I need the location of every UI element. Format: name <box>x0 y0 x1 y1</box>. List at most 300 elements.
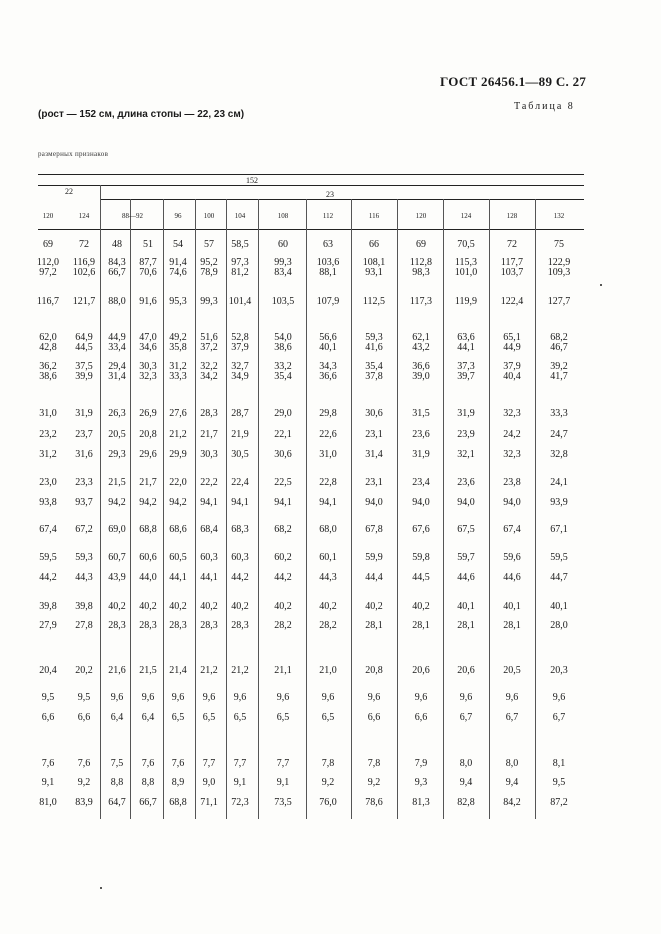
table-cell: 37,9 40,4 <box>503 361 521 382</box>
table-cell: 94,1 <box>319 497 337 508</box>
table-cell: 68,8 <box>139 524 157 535</box>
table-cell: 22,0 <box>169 477 187 488</box>
table-cell: 68,4 <box>200 524 218 535</box>
table-cell: 23,9 <box>457 429 475 440</box>
table-cell: 35,4 37,8 <box>365 361 383 382</box>
table-cell: 27,6 <box>169 408 187 419</box>
table-cell: 94,0 <box>457 497 475 508</box>
table-cell: 28,3 <box>200 620 218 631</box>
table-cell: 9,6 <box>367 692 381 703</box>
table-cell: 28,3 <box>231 620 249 631</box>
table-cell: 70,5 <box>457 239 475 250</box>
table-cell: 20,3 <box>550 665 568 676</box>
table-rule <box>100 199 584 200</box>
table-cell: 67,6 <box>412 524 430 535</box>
table-cell: 72 <box>79 239 89 250</box>
table-cell: 64,7 <box>108 797 126 808</box>
table-cell: 56,6 40,1 <box>319 332 337 353</box>
table-cell: 23,0 <box>39 477 57 488</box>
table-cell: 40,2 <box>365 601 383 612</box>
table-cell: 7,7 <box>276 758 290 769</box>
table-rule <box>38 174 584 175</box>
table-cell: 63 <box>323 239 333 250</box>
table-cell: 9,6 <box>505 692 519 703</box>
table-cell: 67,4 <box>39 524 57 535</box>
table-cell: 59,9 <box>365 552 383 563</box>
table-cell: 31,9 <box>412 449 430 460</box>
table-cell: 63,6 44,1 <box>457 332 475 353</box>
table-cell: 22,1 <box>274 429 292 440</box>
table-cell: 6,5 <box>321 712 335 723</box>
table-cell: 40,1 <box>457 601 475 612</box>
table-cell: 22,6 <box>319 429 337 440</box>
table-cell: 33,2 35,4 <box>274 361 292 382</box>
table-cell: 21,2 <box>231 665 249 676</box>
table-column-divider <box>130 199 131 819</box>
table-cell: 83,9 <box>75 797 93 808</box>
table-cell: 39,8 <box>75 601 93 612</box>
table-cell: 67,4 <box>503 524 521 535</box>
table-cell: 58,5 <box>231 239 249 250</box>
table-cell: 9,6 <box>141 692 155 703</box>
table-cell: 84,2 <box>503 797 521 808</box>
table-cell: 75 <box>554 239 564 250</box>
table-cell: 81,3 <box>412 797 430 808</box>
table-cell: 59,3 41,6 <box>365 332 383 353</box>
table-cell: 122,9 109,3 <box>547 257 571 278</box>
table-cell: 20,2 <box>75 665 93 676</box>
table-cell: 40,2 <box>139 601 157 612</box>
table-cell: 64,9 44,5 <box>75 332 93 353</box>
table-cell: 60,6 <box>139 552 157 563</box>
table-cell: 6,6 <box>41 712 55 723</box>
table-cell: 28,2 <box>319 620 337 631</box>
table-cell: 108,1 93,1 <box>362 257 386 278</box>
table-cell: 103,6 88,1 <box>316 257 340 278</box>
table-column-divider <box>100 199 101 819</box>
table-cell: 44,9 33,4 <box>108 332 126 353</box>
table-cell: 44,3 <box>319 572 337 583</box>
table-cell: 9,6 <box>110 692 124 703</box>
table-column-divider <box>163 199 164 819</box>
table-cell: 7,6 <box>171 758 185 769</box>
table-cell: 29,3 <box>108 449 126 460</box>
table-cell: 29,0 <box>274 408 292 419</box>
table-cell: 62,1 43,2 <box>412 332 430 353</box>
table-cell: 23,6 <box>412 429 430 440</box>
table-cell: 68,3 <box>231 524 249 535</box>
table-cell: 9,6 <box>552 692 566 703</box>
table-cell: 9,3 <box>414 777 428 788</box>
table-cell: 21,5 <box>108 477 126 488</box>
table-cell: 31,9 <box>75 408 93 419</box>
table-cell: 87,2 <box>550 797 568 808</box>
table-column-divider <box>306 199 307 819</box>
table-cell: 20,6 <box>457 665 475 676</box>
table-cell: 60 <box>278 239 288 250</box>
table-cell: 44,6 <box>503 572 521 583</box>
table-cell: 32,3 <box>503 449 521 460</box>
table-cell: 9,6 <box>233 692 247 703</box>
table-cell: 21,7 <box>139 477 157 488</box>
table-cell: 99,3 83,4 <box>274 257 292 278</box>
table-cell: 68,8 <box>169 797 187 808</box>
table-cell: 44,0 <box>139 572 157 583</box>
table-cell: 9,4 <box>459 777 473 788</box>
table-cell: 20,6 <box>412 665 430 676</box>
table-cell: 40,2 <box>274 601 292 612</box>
table-cell: 21,1 <box>274 665 292 676</box>
table-cell: 20,5 <box>108 429 126 440</box>
table-cell: 44,7 <box>550 572 568 583</box>
table-cell: 8,0 <box>505 758 519 769</box>
table-cell: 31,0 <box>319 449 337 460</box>
table-cell: 7,8 <box>367 758 381 769</box>
table-cell: 117,7 103,7 <box>500 257 524 278</box>
table-cell: 91,6 <box>139 296 157 307</box>
table-cell: 7,7 <box>233 758 247 769</box>
table-cell: 9,6 <box>459 692 473 703</box>
table-cell: 23,2 <box>39 429 57 440</box>
table-cell: 95,3 <box>169 296 187 307</box>
table-cell: 28,1 <box>503 620 521 631</box>
table-cell: 66,7 <box>139 797 157 808</box>
table-cell: 30,3 32,3 <box>139 361 157 382</box>
table-cell: 57 <box>204 239 214 250</box>
table-cell: 9,4 <box>505 777 519 788</box>
table-cell: 44,1 <box>200 572 218 583</box>
table-cell: 51 <box>143 239 153 250</box>
table-cell: 60,3 <box>231 552 249 563</box>
table-cell: 94,0 <box>412 497 430 508</box>
table-rule <box>38 229 584 230</box>
table-cell: 9,5 <box>77 692 91 703</box>
table-cell: 71,1 <box>200 797 218 808</box>
table-cell: 6,6 <box>77 712 91 723</box>
table-cell: 9,1 <box>276 777 290 788</box>
table-cell: 117,3 <box>409 296 433 307</box>
table-column-divider <box>195 199 196 819</box>
table-cell: 94,1 <box>274 497 292 508</box>
table-cell: 24,7 <box>550 429 568 440</box>
foot-group-label-23: 23 <box>326 190 334 199</box>
table-cell: 32,7 34,9 <box>231 361 249 382</box>
scan-mark <box>100 887 102 889</box>
table-cell: 40,2 <box>412 601 430 612</box>
table-cell: 8,1 <box>552 758 566 769</box>
table-cell: 51,6 37,2 <box>200 332 218 353</box>
table-cell: 6,7 <box>505 712 519 723</box>
table-cell: 28,3 <box>108 620 126 631</box>
table-cell: 9,2 <box>367 777 381 788</box>
table-cell: 31,6 <box>75 449 93 460</box>
page-header-title: ГОСТ 26456.1—89 С. 27 <box>440 74 587 89</box>
table-cell: 94,0 <box>503 497 521 508</box>
table-cell: 26,3 <box>108 408 126 419</box>
table-cell: 23,3 <box>75 477 93 488</box>
table-cell: 54,0 38,6 <box>274 332 292 353</box>
table-cell: 49,2 35,8 <box>169 332 187 353</box>
column-header: 96 <box>174 212 182 220</box>
table-cell: 67,5 <box>457 524 475 535</box>
table-cell: 97,3 81,2 <box>231 257 249 278</box>
table-cell: 31,2 33,3 <box>169 361 187 382</box>
table-cell: 6,7 <box>459 712 473 723</box>
column-header: 100 <box>203 212 215 220</box>
table-cell: 112,0 97,2 <box>36 257 60 278</box>
table-cell: 22,5 <box>274 477 292 488</box>
table-cell: 7,8 <box>321 758 335 769</box>
table-cell: 59,8 <box>412 552 430 563</box>
table-subtitle: (рост — 152 см, длина стопы — 22, 23 см) <box>38 109 245 120</box>
table-cell: 72,3 <box>231 797 249 808</box>
table-column-divider <box>489 199 490 819</box>
table-column-divider <box>258 199 259 819</box>
column-header: 88—92 <box>122 212 143 220</box>
table-cell: 52,8 37,9 <box>231 332 249 353</box>
table-cell: 94,1 <box>200 497 218 508</box>
table-cell: 69 <box>43 239 53 250</box>
table-cell: 101,4 <box>228 296 252 307</box>
table-cell: 21,0 <box>319 665 337 676</box>
table-cell: 60,2 <box>274 552 292 563</box>
table-cell: 20,4 <box>39 665 57 676</box>
table-cell: 28,3 <box>169 620 187 631</box>
table-cell: 62,0 42,8 <box>39 332 57 353</box>
table-cell: 76,0 <box>319 797 337 808</box>
table-cell: 23,7 <box>75 429 93 440</box>
table-cell: 28,3 <box>200 408 218 419</box>
table-cell: 6,4 <box>110 712 124 723</box>
table-cell: 44,2 <box>231 572 249 583</box>
table-cell: 33,3 <box>550 408 568 419</box>
table-cell: 93,9 <box>550 497 568 508</box>
column-header: 124 <box>78 212 90 220</box>
table-cell: 94,2 <box>108 497 126 508</box>
table-column-divider <box>226 199 227 819</box>
table-cell: 65,1 44,9 <box>503 332 521 353</box>
table-cell: 28,1 <box>365 620 383 631</box>
table-cell: 6,5 <box>202 712 216 723</box>
table-cell: 59,3 <box>75 552 93 563</box>
table-cell: 94,2 <box>139 497 157 508</box>
table-cell: 119,9 <box>454 296 478 307</box>
table-cell: 23,1 <box>365 429 383 440</box>
table-cell: 24,1 <box>550 477 568 488</box>
table-cell: 81,0 <box>39 797 57 808</box>
table-cell: 69 <box>416 239 426 250</box>
table-cell: 9,0 <box>202 777 216 788</box>
table-cell: 21,9 <box>231 429 249 440</box>
table-cell: 6,5 <box>171 712 185 723</box>
table-cell: 59,5 <box>550 552 568 563</box>
table-cell: 43,9 <box>108 572 126 583</box>
table-cell: 8,8 <box>141 777 155 788</box>
table-cell: 103,5 <box>271 296 295 307</box>
table-cell: 32,1 <box>457 449 475 460</box>
column-header: 132 <box>553 212 565 220</box>
table-cell: 44,1 <box>169 572 187 583</box>
table-cell: 32,8 <box>550 449 568 460</box>
table-cell: 27,9 <box>39 620 57 631</box>
table-cell: 40,1 <box>550 601 568 612</box>
column-header: 120 <box>42 212 54 220</box>
table-cell: 67,2 <box>75 524 93 535</box>
table-cell: 91,4 74,6 <box>169 257 187 278</box>
table-cell: 9,1 <box>233 777 247 788</box>
table-cell: 28,2 <box>274 620 292 631</box>
table-cell: 9,6 <box>276 692 290 703</box>
table-cell: 27,8 <box>75 620 93 631</box>
table-cell: 59,5 <box>39 552 57 563</box>
table-number-label: Таблица 8 <box>514 101 575 112</box>
table-cell: 21,4 <box>169 665 187 676</box>
table-cell: 30,6 <box>274 449 292 460</box>
column-header: 104 <box>234 212 246 220</box>
table-cell: 21,2 <box>169 429 187 440</box>
table-cell: 37,5 39,9 <box>75 361 93 382</box>
table-column-divider <box>351 199 352 819</box>
table-cell: 8,9 <box>171 777 185 788</box>
table-column-divider <box>443 199 444 819</box>
table-cell: 40,2 <box>200 601 218 612</box>
table-cell: 7,6 <box>41 758 55 769</box>
table-cell: 28,0 <box>550 620 568 631</box>
table-cell: 72 <box>507 239 517 250</box>
table-cell: 44,6 <box>457 572 475 583</box>
table-cell: 29,6 <box>139 449 157 460</box>
table-cell: 6,7 <box>552 712 566 723</box>
table-cell: 94,0 <box>365 497 383 508</box>
table-cell: 54 <box>173 239 183 250</box>
table-cell: 59,6 <box>503 552 521 563</box>
table-cell: 24,2 <box>503 429 521 440</box>
table-cell: 84,3 66,7 <box>108 257 126 278</box>
table-cell: 20,5 <box>503 665 521 676</box>
table-cell: 22,4 <box>231 477 249 488</box>
table-cell: 95,2 78,9 <box>200 257 218 278</box>
table-cell: 28,3 <box>139 620 157 631</box>
table-cell: 112,5 <box>362 296 386 307</box>
table-cell: 34,3 36,6 <box>319 361 337 382</box>
table-cell: 7,6 <box>77 758 91 769</box>
table-cell: 88,0 <box>108 296 126 307</box>
table-cell: 36,2 38,6 <box>39 361 57 382</box>
table-cell: 32,3 <box>503 408 521 419</box>
table-cell: 116,9 102,6 <box>72 257 96 278</box>
table-cell: 40,1 <box>503 601 521 612</box>
table-cell: 40,2 <box>108 601 126 612</box>
table-column-divider <box>397 199 398 819</box>
table-cell: 6,6 <box>367 712 381 723</box>
table-cell: 28,1 <box>412 620 430 631</box>
height-group-label: 152 <box>246 176 258 185</box>
table-cell: 73,5 <box>274 797 292 808</box>
foot-group-label-22: 22 <box>65 187 73 196</box>
column-header: 124 <box>460 212 472 220</box>
table-cell: 87,7 70,6 <box>139 257 157 278</box>
table-cell: 48 <box>112 239 122 250</box>
table-cell: 29,9 <box>169 449 187 460</box>
column-header: 112 <box>322 212 334 220</box>
scan-mark <box>600 284 602 286</box>
table-cell: 21,6 <box>108 665 126 676</box>
table-cell: 40,2 <box>319 601 337 612</box>
table-cell: 28,1 <box>457 620 475 631</box>
table-cell: 44,5 <box>412 572 430 583</box>
table-cell: 30,3 <box>200 449 218 460</box>
column-header: 120 <box>415 212 427 220</box>
table-cell: 39,8 <box>39 601 57 612</box>
table-cell: 116,7 <box>36 296 60 307</box>
table-cell: 23,4 <box>412 477 430 488</box>
table-cell: 6,5 <box>233 712 247 723</box>
table-rule <box>38 185 584 186</box>
table-cell: 59,7 <box>457 552 475 563</box>
table-cell: 9,6 <box>414 692 428 703</box>
table-cell: 94,2 <box>169 497 187 508</box>
table-cell: 31,9 <box>457 408 475 419</box>
table-cell: 9,2 <box>77 777 91 788</box>
table-cell: 9,6 <box>202 692 216 703</box>
table-cell: 47,0 34,6 <box>139 332 157 353</box>
table-cell: 26,9 <box>139 408 157 419</box>
column-header: 116 <box>368 212 380 220</box>
column-header: 128 <box>506 212 518 220</box>
table-cell: 30,6 <box>365 408 383 419</box>
table-cell: 121,7 <box>72 296 96 307</box>
table-cell: 6,4 <box>141 712 155 723</box>
table-cell: 37,3 39,7 <box>457 361 475 382</box>
table-cell: 20,8 <box>365 665 383 676</box>
table-cell: 31,4 <box>365 449 383 460</box>
table-cell: 36,6 39,0 <box>412 361 430 382</box>
table-cell: 7,7 <box>202 758 216 769</box>
table-cell: 68,6 <box>169 524 187 535</box>
table-cell: 115,3 101,0 <box>454 257 478 278</box>
table-cell: 68,2 <box>274 524 292 535</box>
table-cell: 8,0 <box>459 758 473 769</box>
table-cell: 31,2 <box>39 449 57 460</box>
table-cell: 44,2 <box>274 572 292 583</box>
table-cell: 6,6 <box>414 712 428 723</box>
table-cell: 68,0 <box>319 524 337 535</box>
table-cell: 60,3 <box>200 552 218 563</box>
table-cell: 21,7 <box>200 429 218 440</box>
table-cell: 40,2 <box>169 601 187 612</box>
table-cell: 67,1 <box>550 524 568 535</box>
table-cell: 23,1 <box>365 477 383 488</box>
table-cell: 112,8 98,3 <box>409 257 433 278</box>
table-cell: 44,3 <box>75 572 93 583</box>
table-cell: 29,8 <box>319 408 337 419</box>
column-header: 108 <box>277 212 289 220</box>
table-cell: 93,7 <box>75 497 93 508</box>
table-cell: 78,6 <box>365 797 383 808</box>
table-cell: 39,2 41,7 <box>550 361 568 382</box>
table-cell: 68,2 46,7 <box>550 332 568 353</box>
table-cell: 20,8 <box>139 429 157 440</box>
table-cell: 127,7 <box>547 296 571 307</box>
table-cell: 30,5 <box>231 449 249 460</box>
table-cell: 9,6 <box>321 692 335 703</box>
table-cell: 9,5 <box>41 692 55 703</box>
table-cell: 8,8 <box>110 777 124 788</box>
table-cell: 9,5 <box>552 777 566 788</box>
table-cell: 94,1 <box>231 497 249 508</box>
table-caption: размерных признаков <box>38 150 109 158</box>
table-cell: 31,5 <box>412 408 430 419</box>
